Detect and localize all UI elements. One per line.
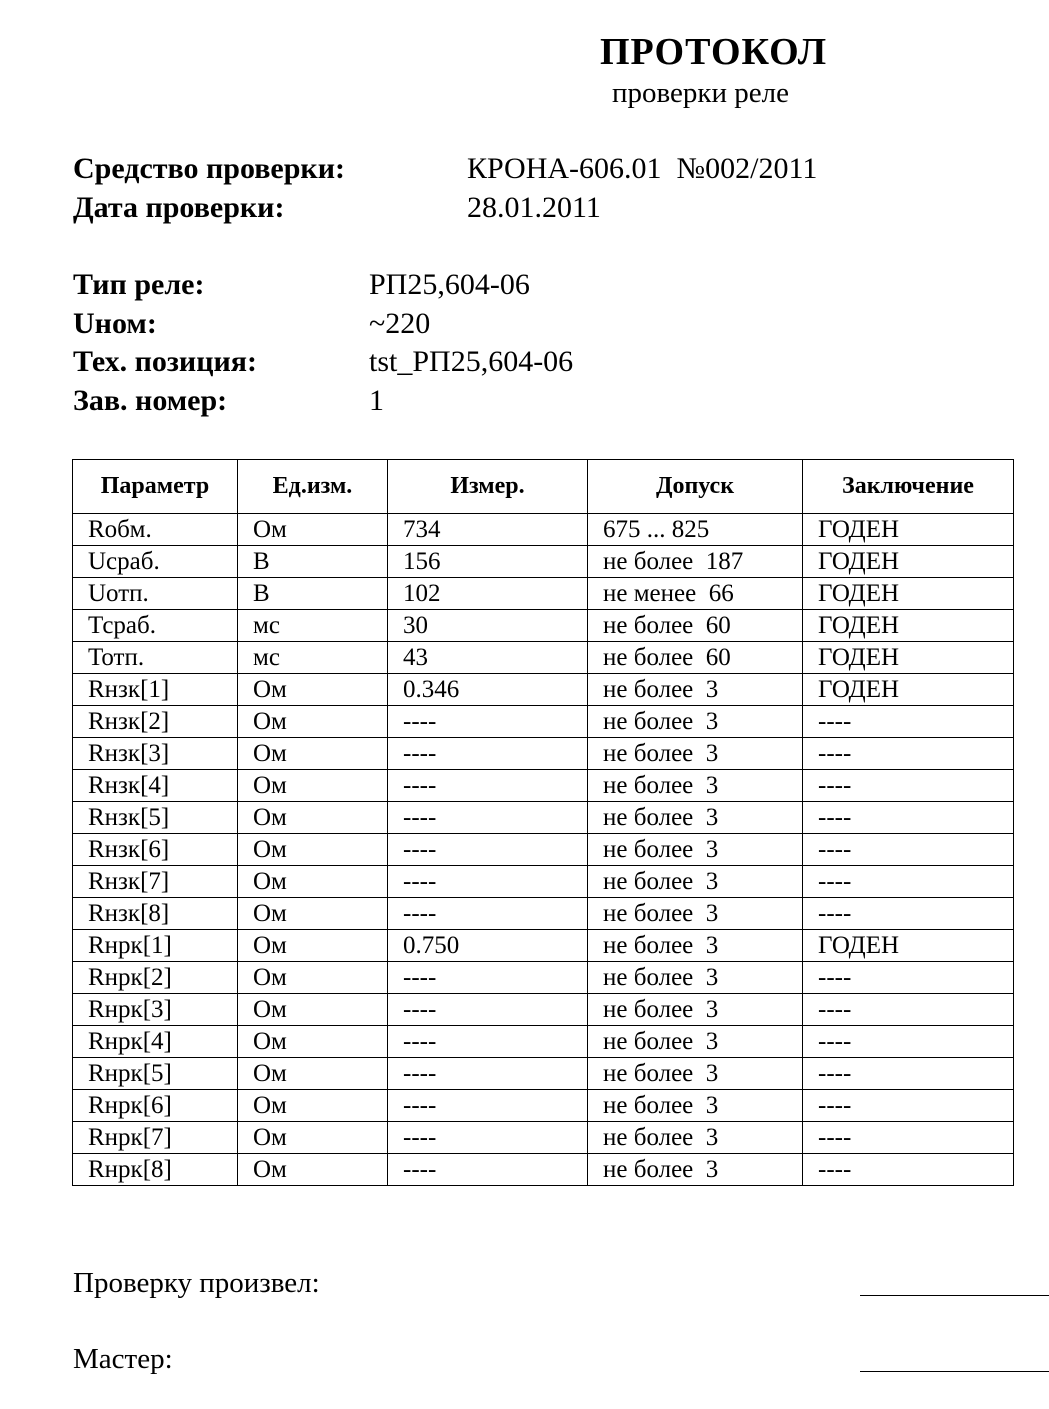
cell-unit: Ом xyxy=(238,866,388,898)
table-row xyxy=(73,642,1014,674)
cell-tolerance: не более 3 xyxy=(588,706,803,738)
cell-unit: В xyxy=(238,578,388,610)
cell-conclusion: ---- xyxy=(803,1090,1014,1122)
table-row xyxy=(73,930,1014,962)
cell-unit: Ом xyxy=(238,514,388,546)
table-row xyxy=(73,834,1014,866)
cell-unit: Ом xyxy=(238,994,388,1026)
column-header-measured: Измер. xyxy=(388,460,588,514)
cell-parameter: Rнрк[5] xyxy=(73,1058,238,1090)
cell-unit: Ом xyxy=(238,1090,388,1122)
relay-unom-label: Uном: xyxy=(73,307,157,340)
table-row xyxy=(73,1090,1014,1122)
cell-parameter: Uотп. xyxy=(73,578,238,610)
relay-serial-label: Зав. номер: xyxy=(73,384,228,417)
cell-tolerance: не более 3 xyxy=(588,930,803,962)
cell-measured: ---- xyxy=(388,770,588,802)
cell-parameter: Тотп. xyxy=(73,642,238,674)
cell-conclusion: ГОДЕН xyxy=(803,674,1014,706)
relay-position-label: Тех. позиция: xyxy=(73,345,257,378)
table-row xyxy=(73,1122,1014,1154)
cell-measured: ---- xyxy=(388,1058,588,1090)
cell-measured: ---- xyxy=(388,834,588,866)
table-row xyxy=(73,1154,1014,1186)
cell-measured: 102 xyxy=(388,578,588,610)
table-row xyxy=(73,514,1014,546)
cell-parameter: Rнрк[2] xyxy=(73,962,238,994)
table-row xyxy=(73,706,1014,738)
cell-conclusion: ---- xyxy=(803,1154,1014,1186)
performed-by-label: Проверку произвел: xyxy=(73,1267,320,1299)
cell-measured: 156 xyxy=(388,546,588,578)
check-tool-value: КРОНА-606.01 №002/2011 xyxy=(467,152,818,185)
cell-measured: ---- xyxy=(388,898,588,930)
parameters-table xyxy=(72,459,1014,1186)
cell-unit: Ом xyxy=(238,770,388,802)
cell-conclusion: ---- xyxy=(803,1122,1014,1154)
table-row xyxy=(73,1058,1014,1090)
cell-measured: ---- xyxy=(388,1090,588,1122)
cell-conclusion: ---- xyxy=(803,1026,1014,1058)
cell-conclusion: ГОДЕН xyxy=(803,514,1014,546)
column-header-parameter: Параметр xyxy=(73,460,238,514)
table-row xyxy=(73,802,1014,834)
cell-measured: ---- xyxy=(388,866,588,898)
cell-measured: ---- xyxy=(388,1122,588,1154)
column-header-unit: Ед.изм. xyxy=(238,460,388,514)
table-row xyxy=(73,674,1014,706)
cell-tolerance: не более 3 xyxy=(588,1122,803,1154)
cell-unit: Ом xyxy=(238,1026,388,1058)
cell-parameter: Uсраб. xyxy=(73,546,238,578)
cell-measured: 30 xyxy=(388,610,588,642)
master-signature-line xyxy=(860,1371,1049,1372)
cell-unit: В xyxy=(238,546,388,578)
cell-parameter: Rнзк[1] xyxy=(73,674,238,706)
cell-measured: ---- xyxy=(388,962,588,994)
cell-conclusion: ГОДЕН xyxy=(803,578,1014,610)
table-row xyxy=(73,738,1014,770)
cell-measured: ---- xyxy=(388,994,588,1026)
cell-measured: ---- xyxy=(388,738,588,770)
column-header-tolerance: Допуск xyxy=(588,460,803,514)
check-date-value: 28.01.2011 xyxy=(467,191,601,224)
cell-tolerance: 675 ... 825 xyxy=(588,514,803,546)
cell-measured: ---- xyxy=(388,1154,588,1186)
cell-conclusion: ---- xyxy=(803,898,1014,930)
cell-conclusion: ---- xyxy=(803,738,1014,770)
cell-conclusion: ---- xyxy=(803,1058,1014,1090)
table-row xyxy=(73,898,1014,930)
cell-parameter: Rнзк[8] xyxy=(73,898,238,930)
cell-measured: 0.346 xyxy=(388,674,588,706)
cell-parameter: Rнрк[3] xyxy=(73,994,238,1026)
cell-tolerance: не более 3 xyxy=(588,802,803,834)
cell-tolerance: не более 3 xyxy=(588,898,803,930)
cell-tolerance: не более 3 xyxy=(588,834,803,866)
table-row xyxy=(73,994,1014,1026)
cell-conclusion: ---- xyxy=(803,802,1014,834)
check-tool-label: Средство проверки: xyxy=(73,152,345,185)
cell-conclusion: ---- xyxy=(803,706,1014,738)
relay-position-value: tst_РП25,604-06 xyxy=(369,345,574,378)
cell-conclusion: ГОДЕН xyxy=(803,610,1014,642)
table-header-row xyxy=(73,460,1014,514)
document-subtitle: проверки реле xyxy=(612,77,789,109)
cell-parameter: Тсраб. xyxy=(73,610,238,642)
check-date-label: Дата проверки: xyxy=(73,191,285,224)
cell-conclusion: ---- xyxy=(803,962,1014,994)
cell-unit: Ом xyxy=(238,738,388,770)
cell-parameter: Rнзк[6] xyxy=(73,834,238,866)
table-row xyxy=(73,1026,1014,1058)
cell-tolerance: не более 3 xyxy=(588,1058,803,1090)
cell-unit: Ом xyxy=(238,834,388,866)
cell-unit: Ом xyxy=(238,706,388,738)
cell-parameter: Rобм. xyxy=(73,514,238,546)
cell-parameter: Rнрк[8] xyxy=(73,1154,238,1186)
cell-tolerance: не более 60 xyxy=(588,642,803,674)
cell-unit: Ом xyxy=(238,1058,388,1090)
cell-tolerance: не более 3 xyxy=(588,738,803,770)
cell-tolerance: не более 3 xyxy=(588,994,803,1026)
cell-parameter: Rнзк[4] xyxy=(73,770,238,802)
cell-conclusion: ГОДЕН xyxy=(803,546,1014,578)
cell-tolerance: не более 3 xyxy=(588,866,803,898)
cell-measured: 734 xyxy=(388,514,588,546)
master-label: Мастер: xyxy=(73,1343,173,1375)
table-row xyxy=(73,578,1014,610)
cell-measured: ---- xyxy=(388,1026,588,1058)
cell-conclusion: ГОДЕН xyxy=(803,930,1014,962)
cell-unit: Ом xyxy=(238,1122,388,1154)
cell-tolerance: не более 3 xyxy=(588,1090,803,1122)
table-row xyxy=(73,546,1014,578)
table-row xyxy=(73,962,1014,994)
cell-conclusion: ---- xyxy=(803,994,1014,1026)
cell-conclusion: ---- xyxy=(803,770,1014,802)
document-title: ПРОТОКОЛ xyxy=(600,31,828,73)
cell-measured: ---- xyxy=(388,706,588,738)
cell-conclusion: ГОДЕН xyxy=(803,642,1014,674)
cell-unit: мс xyxy=(238,642,388,674)
cell-parameter: Rнрк[6] xyxy=(73,1090,238,1122)
cell-parameter: Rнзк[2] xyxy=(73,706,238,738)
cell-tolerance: не более 187 xyxy=(588,546,803,578)
cell-parameter: Rнрк[4] xyxy=(73,1026,238,1058)
cell-conclusion: ---- xyxy=(803,866,1014,898)
cell-unit: Ом xyxy=(238,898,388,930)
cell-unit: Ом xyxy=(238,674,388,706)
cell-unit: Ом xyxy=(238,962,388,994)
relay-type-label: Тип реле: xyxy=(73,268,205,301)
relay-serial-value: 1 xyxy=(369,384,384,417)
cell-tolerance: не более 60 xyxy=(588,610,803,642)
cell-tolerance: не более 3 xyxy=(588,962,803,994)
cell-unit: Ом xyxy=(238,1154,388,1186)
performed-by-signature-line xyxy=(860,1295,1049,1296)
cell-measured: 43 xyxy=(388,642,588,674)
cell-parameter: Rнзк[3] xyxy=(73,738,238,770)
cell-tolerance: не более 3 xyxy=(588,674,803,706)
cell-tolerance: не более 3 xyxy=(588,770,803,802)
cell-tolerance: не более 3 xyxy=(588,1154,803,1186)
relay-type-value: РП25,604-06 xyxy=(369,268,530,301)
relay-unom-value: ~220 xyxy=(369,307,431,340)
column-header-conclusion: Заключение xyxy=(803,460,1014,514)
cell-unit: Ом xyxy=(238,802,388,834)
cell-parameter: Rнзк[5] xyxy=(73,802,238,834)
cell-conclusion: ---- xyxy=(803,834,1014,866)
cell-tolerance: не более 3 xyxy=(588,1026,803,1058)
cell-measured: ---- xyxy=(388,802,588,834)
table-row xyxy=(73,866,1014,898)
cell-parameter: Rнрк[7] xyxy=(73,1122,238,1154)
cell-tolerance: не менее 66 xyxy=(588,578,803,610)
cell-unit: мс xyxy=(238,610,388,642)
cell-parameter: Rнрк[1] xyxy=(73,930,238,962)
cell-parameter: Rнзк[7] xyxy=(73,866,238,898)
table-row xyxy=(73,610,1014,642)
cell-unit: Ом xyxy=(238,930,388,962)
table-row xyxy=(73,770,1014,802)
cell-measured: 0.750 xyxy=(388,930,588,962)
